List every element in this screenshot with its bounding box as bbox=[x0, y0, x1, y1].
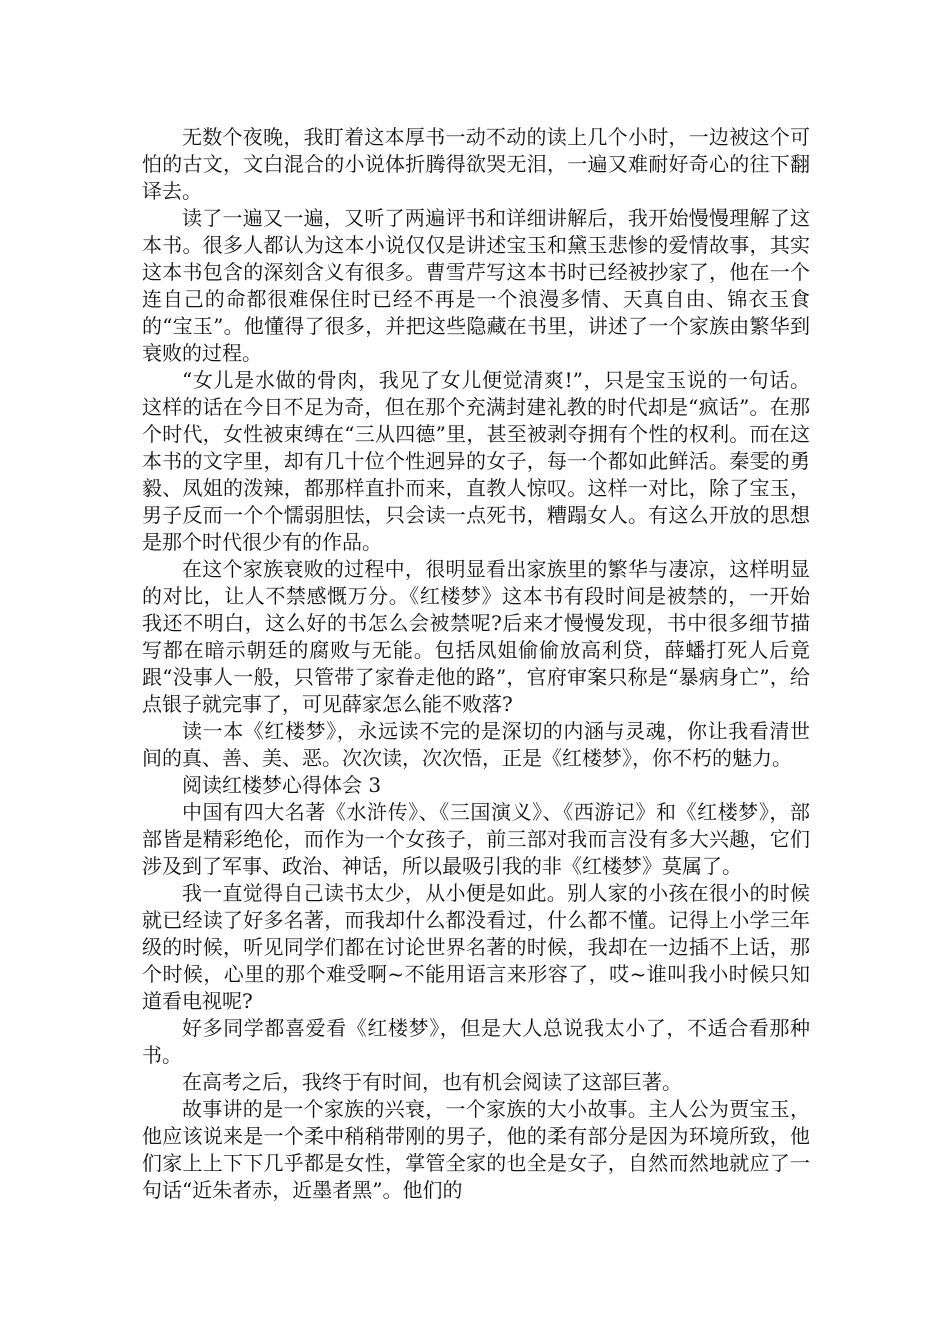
paragraph: 好多同学都喜爱看《红楼梦》，但是大人总说我太小了，不适合看那种书。 bbox=[142, 1016, 810, 1067]
paragraph: 读了一遍又一遍，又听了两遍评书和详细讲解后，我开始慢慢理解了这本书。很多人都认为这本小说仅仅是讲述宝玉和黛玉悲惨的爱情故事，其实这本书包含的深刻含义有很多。曹雪芹写这本书时已经被抄家了，他在一个连自己的命都很难保住时已经不再是一个浪漫多情、天真自由、锦衣玉食的“宝玉”。他懂得了很多，并把这些隐藏在书里，讲述了一个家族由繁华到衰败的过程。 bbox=[142, 206, 810, 365]
paragraph: 读一本《红楼梦》，永远读不完的是深切的内涵与灵魂，你让我看清世间的真、善、美、恶。次次读，次次悟，正是《红楼梦》，你不朽的魅力。 bbox=[142, 719, 810, 770]
paragraph: 在高考之后，我终于有时间，也有机会阅读了这部巨著。 bbox=[182, 1070, 682, 1094]
paragraph: 故事讲的是一个家族的兴衰，一个家族的大小故事。主人公为贾宝玉，他应该说来是一个柔中稍稍带刚的男子，他的柔有部分是因为环境所致，他们家上上下下几乎都是女性，掌管全家的也全是女子，自然而然地就应了一句话“近朱者赤，近墨者黑”。他们的 bbox=[142, 1097, 810, 1202]
document-body bbox=[142, 124, 810, 1204]
paragraph: “女儿是水做的骨肉，我见了女儿便觉清爽!”，只是宝玉说的一句话。这样的话在今日不足为奇，但在那个充满封建礼教的时代却是“疯话”。在那个时代，女性被束缚在“三从四德”里，甚至被剥夺拥有个性的权利。而在这本书的文字里，却有几十位个性迥异的女子，每一个都如此鲜活。秦雯的勇毅、凤姐的泼辣，都那样直扑而来，直教人惊叹。这样一对比，除了宝玉，男子反而一个个懦弱胆怯，只会读一点死书，糟蹋女人。有这么开放的思想是那个时代很少有的作品。 bbox=[142, 368, 810, 554]
paragraph: 在这个家族衰败的过程中，很明显看出家族里的繁华与凄凉，这样明显的对比，让人不禁感慨万分。《红楼梦》这本书有段时间是被禁的，一开始我还不明白，这么好的书怎么会被禁呢?后来才慢慢发现，书中很多细节描写都在暗示朝廷的腐败与无能。包括凤姐偷偷放高利贷，薛蟠打死人后竟跟“没事人一般，只管带了家眷走他的路”，官府审案只称是“暴病身亡”，给点银子就完事了，可见薛家怎么能不败落? bbox=[142, 557, 810, 716]
paragraph: 我一直觉得自己读书太少，从小便是如此。别人家的小孩在很小的时候就已经读了好多名著，而我却什么都没看过，什么都不懂。记得上小学三年级的时候，听见同学们都在讨论世界名著的时候，我却在一边插不上话，那个时候，心里的那个难受啊~不能用语言来形容了，哎~谁叫我小时候只知道看电视呢? bbox=[142, 881, 810, 1013]
paragraph: 中国有四大名著《水浒传》、《三国演义》、《西游记》和《红楼梦》，部部皆是精彩绝伦，而作为一个女孩子，前三部对我而言没有多大兴趣，它们涉及到了军事、政治、神话，所以最吸引我的非《红楼梦》莫属了。 bbox=[142, 800, 810, 878]
paragraph: 无数个夜晚，我盯着这本厚书一动不动的读上几个小时，一边被这个可怕的古文，文白混合的小说体折腾得欲哭无泪，一遍又难耐好奇心的往下翻译去。 bbox=[142, 125, 810, 203]
section-heading: 阅读红楼梦心得体会 3 bbox=[182, 773, 382, 797]
